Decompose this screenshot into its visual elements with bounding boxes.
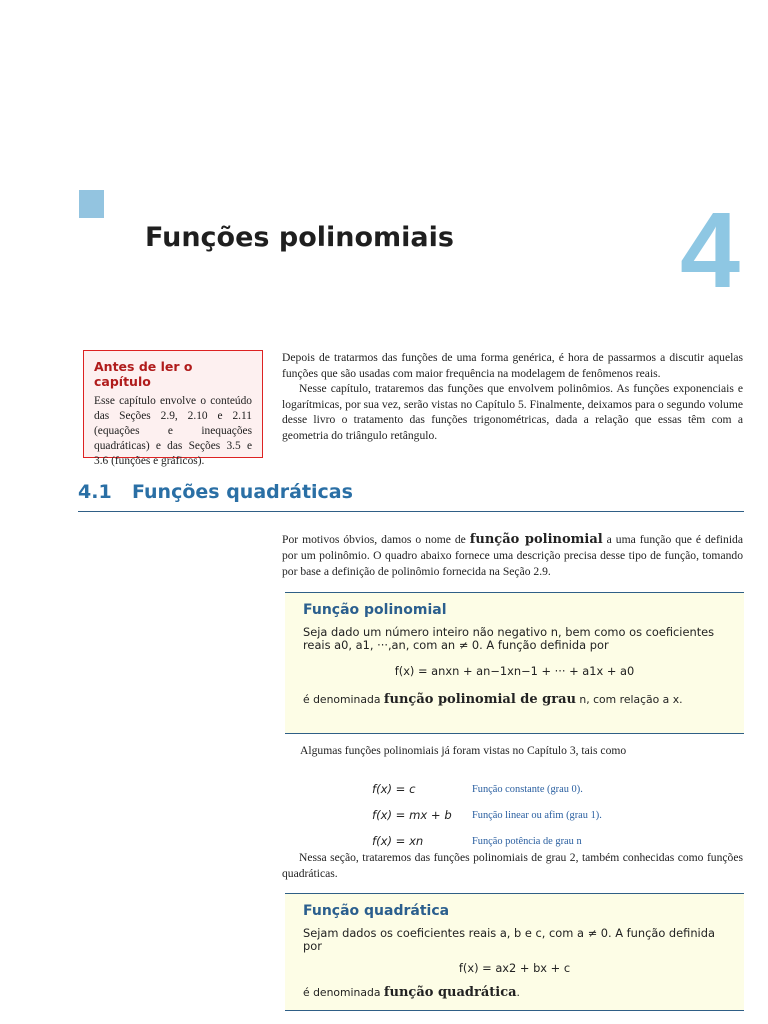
- para2-text: Algumas funções polinomiais já foram vistas no Capítulo 3, tais como: [300, 744, 627, 757]
- chapter-number: 4: [680, 189, 741, 310]
- closing-before-quadratic: é denominada: [303, 986, 384, 999]
- section-title: Funções quadráticas: [132, 481, 353, 503]
- definition-text-quadratic: Sejam dados os coeficientes reais a, b e c, com a ≠ 0. A função definida por: [303, 926, 715, 953]
- formula-quadratic-text: f(x) = ax2 + bx + c: [458, 961, 571, 975]
- section-rule: [78, 511, 744, 512]
- example-description: Função linear ou afim (grau 1).: [472, 809, 602, 821]
- section-number: 4.1: [78, 481, 112, 503]
- chapter-intro: [282, 350, 743, 443]
- definition-text-polynomial: Seja dado um número inteiro não negativo n, bem como os coeficientes reais a0, a1, ···,an, com an ≠ 0. A função definida por: [303, 625, 715, 652]
- para1-emphasis: função polinomial: [469, 532, 603, 547]
- definition-title-quadratic: Função quadrática: [303, 903, 450, 919]
- para1-after: a uma função que é definida por um polinômio. O quadro abaixo fornece uma descrição precisa desse tipo de função, tomando por base a definição de polinômio fornecida na Seção 2.9.: [282, 533, 743, 578]
- para1-before: Por motivos óbvios, damos o nome de: [282, 533, 470, 546]
- para3-text: Nessa seção, trataremos das funções polinomiais de grau 2, também conhecidas como funções quadráticas.: [282, 851, 743, 880]
- closing-emphasis-quadratic: função quadrática: [383, 985, 517, 1000]
- formula-quadratic: [303, 961, 726, 975]
- example-row: [372, 802, 602, 828]
- definition-closing-quadratic: [303, 985, 726, 1000]
- before-reading-box: [83, 350, 263, 467]
- before-reading-title: Antes de ler o capítulo: [94, 359, 193, 389]
- closing-emphasis-polynomial: função polinomial de grau: [383, 692, 576, 707]
- intro-paragraph-2: Nesse capítulo, trataremos das funções que envolvem polinômios. As funções exponenciais e logarítmicas, por sua vez, serão vistas no Capítulo 5. Finalmente, deixamos para o segundo volume desse livro o tratamento das funções trigonométricas, dada a relação que essas têm com a geometria do triângulo retângulo.: [282, 382, 743, 442]
- intro-paragraph-1: Depois de tratarmos das funções de uma forma genérica, é hora de passarmos a discutir aquelas funções que são usadas com maior frequência na modelagem de fenômenos reais.: [282, 351, 743, 380]
- example-formula: f(x) = c: [372, 782, 416, 796]
- definition-closing-polynomial: [303, 692, 726, 707]
- paragraph-polynomial-intro: [282, 532, 743, 580]
- formula-polynomial: [303, 664, 726, 678]
- example-formula: f(x) = xn: [372, 834, 424, 848]
- example-description: Função constante (grau 0).: [472, 783, 583, 795]
- example-description: Função potência de grau n: [472, 835, 582, 847]
- examples-list: [372, 776, 602, 854]
- closing-after-polynomial: n, com relação a x.: [575, 693, 683, 706]
- example-row: [372, 776, 602, 802]
- closing-after-quadratic: .: [516, 986, 520, 999]
- paragraph-examples-intro: [300, 743, 743, 759]
- closing-before-polynomial: é denominada: [303, 693, 384, 706]
- definition-box-quadratic: [285, 893, 744, 1011]
- paragraph-quadratic-intro: [282, 850, 743, 882]
- chapter-accent-square: [79, 190, 104, 218]
- definition-box-polynomial: [285, 592, 744, 734]
- definition-title-polynomial: Função polinomial: [303, 602, 447, 618]
- before-reading-text: Esse capítulo envolve o conteúdo das Seções 2.9, 2.10 e 2.11 (equações e inequações quadráticas) e das Seções 3.5 e 3.6 (funções e gráficos).: [94, 395, 252, 467]
- chapter-title: Funções polinomiais: [145, 222, 454, 253]
- formula-polynomial-text: f(x) = anxn + an−1xn−1 + ··· + a1x + a0: [394, 664, 635, 678]
- example-formula: f(x) = mx + b: [372, 808, 452, 822]
- section-heading: [78, 481, 353, 503]
